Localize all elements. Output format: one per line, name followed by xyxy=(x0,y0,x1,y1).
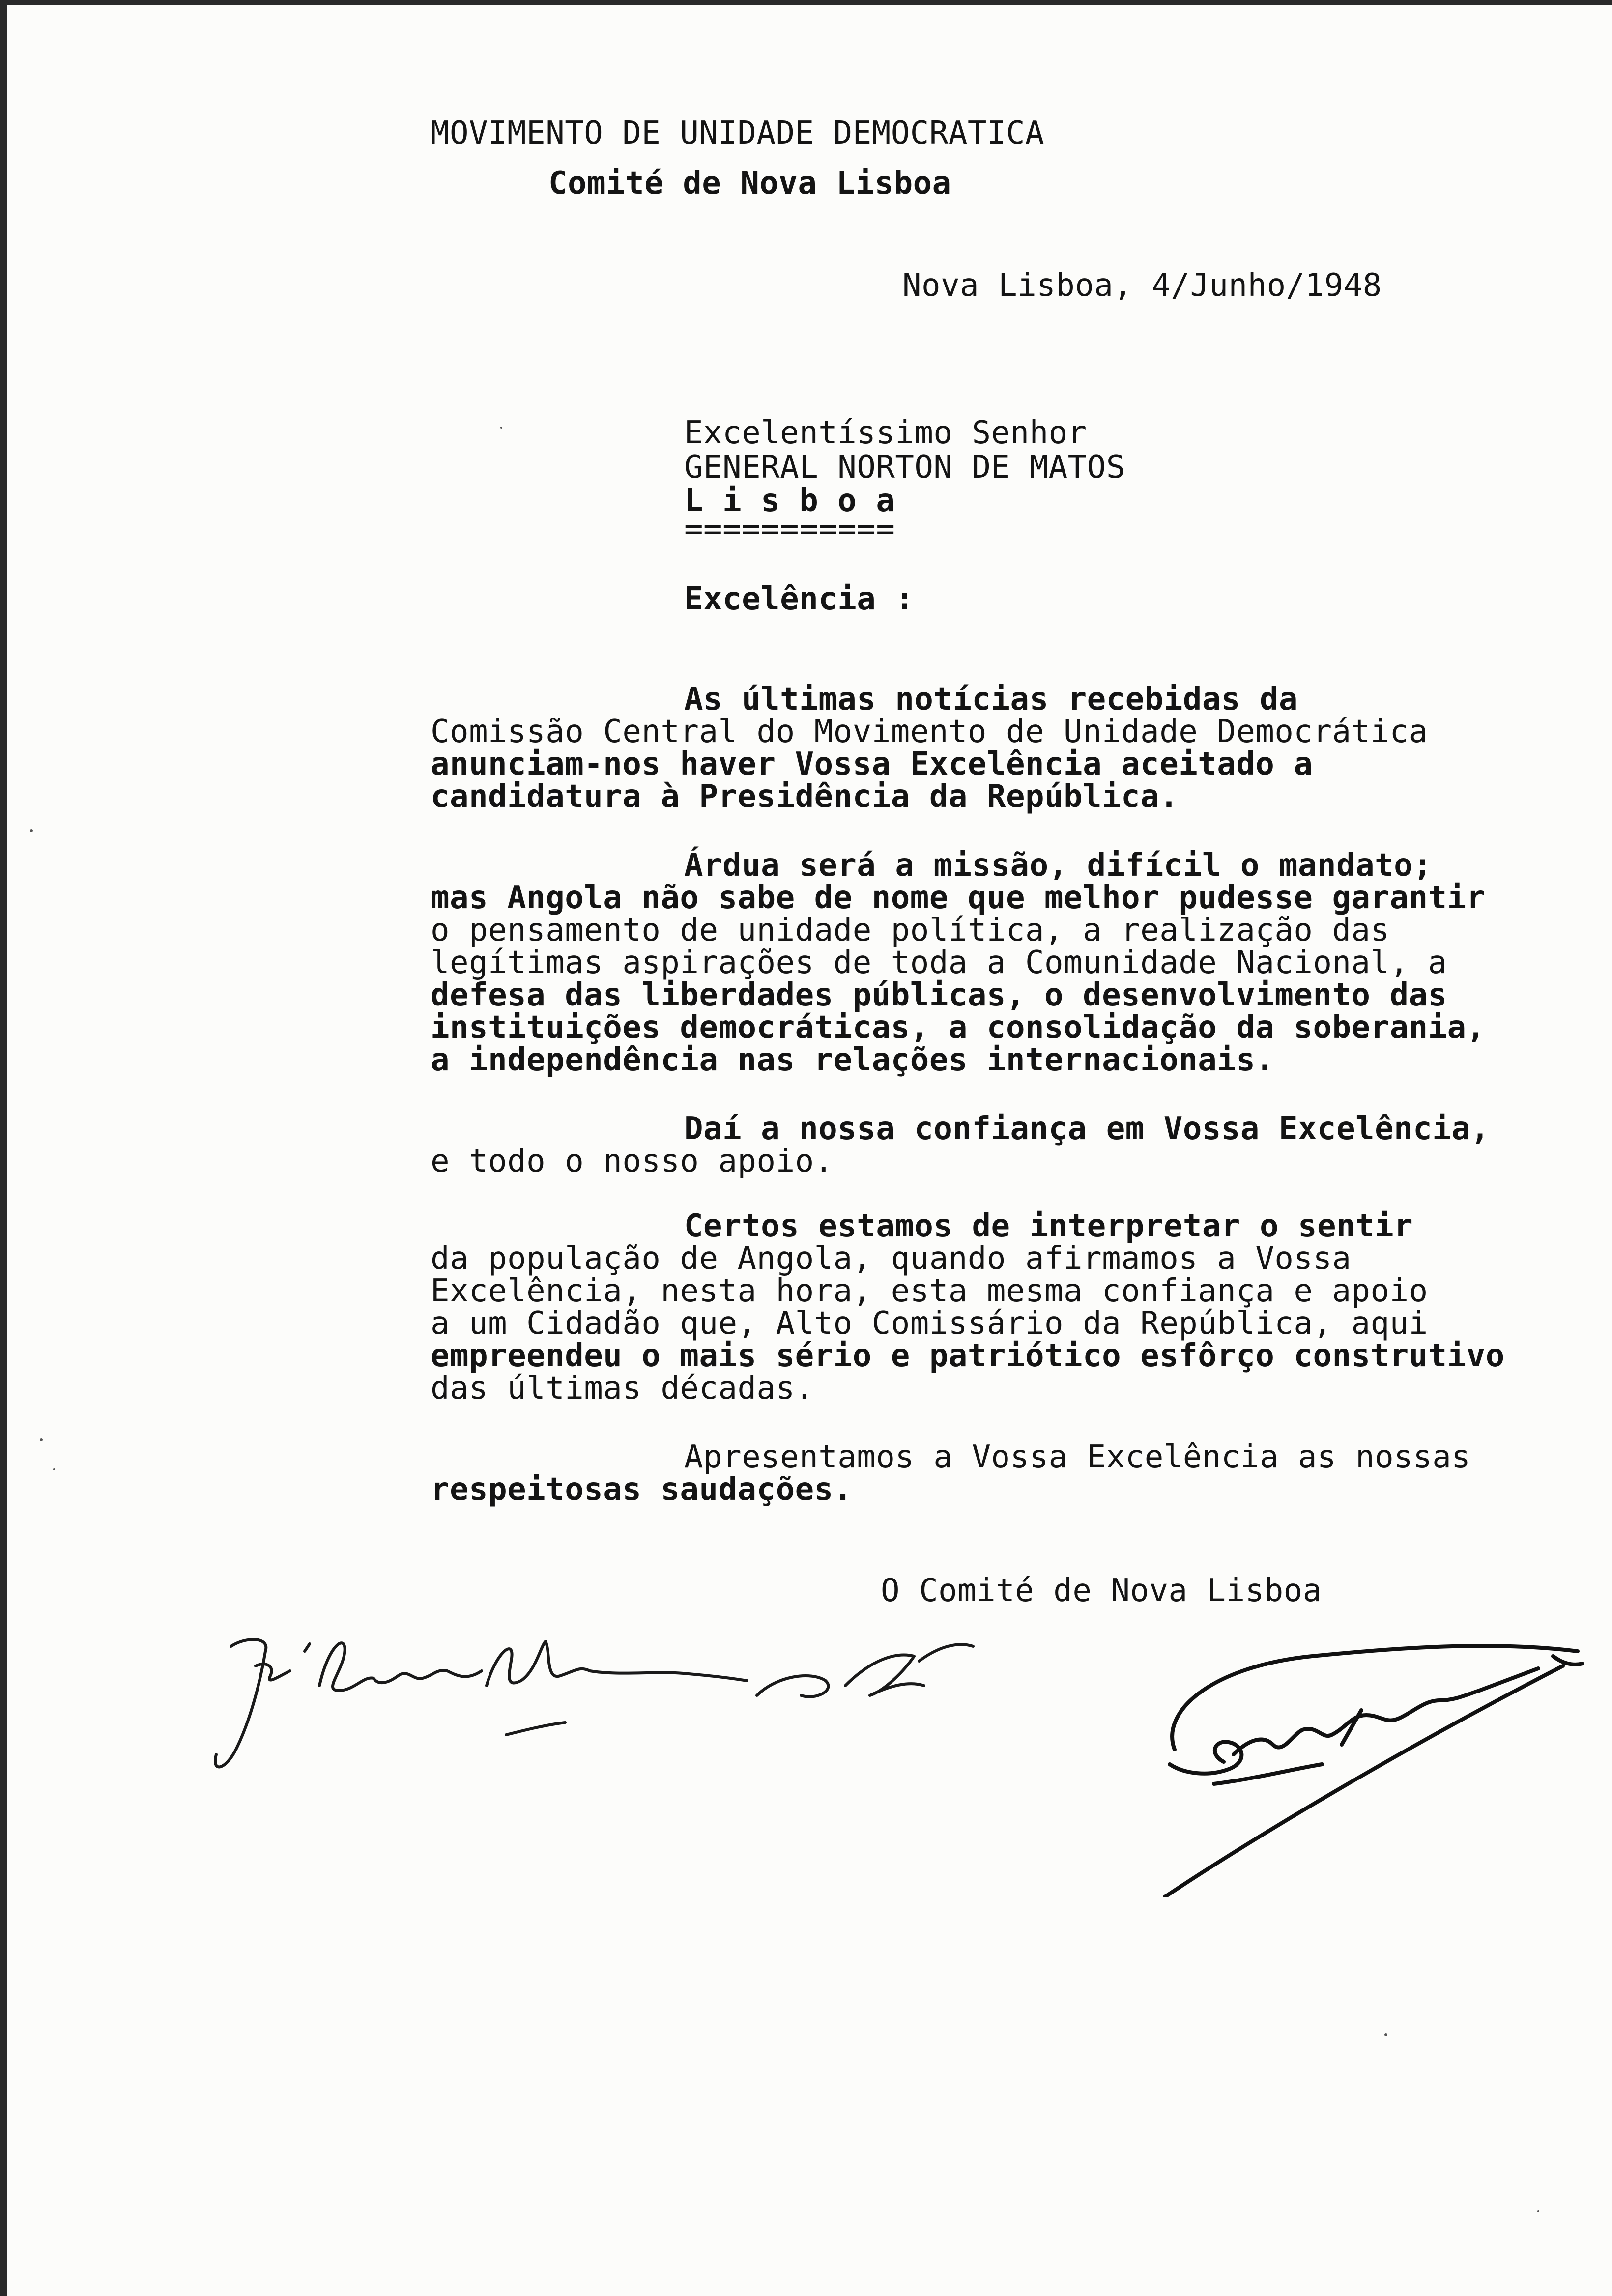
body-line: defesa das liberdades públicas, o desenvolvimento das xyxy=(431,977,1447,1013)
body-line: empreendeu o mais sério e patriótico esfôrço construtivo xyxy=(431,1338,1505,1374)
recipient-underline: =========== xyxy=(684,511,895,547)
body-line: o pensamento de unidade política, a realização das xyxy=(431,912,1390,948)
recipient-name: GENERAL NORTON DE MATOS xyxy=(684,449,1125,486)
body-line: instituições democráticas, a consolidação da soberania, xyxy=(431,1009,1486,1046)
body-line: a um Cidadão que, Alto Comissário da República, aqui xyxy=(431,1305,1428,1342)
letterhead-organization: MOVIMENTO DE UNIDADE DEMOCRATICA xyxy=(431,115,1044,151)
body-line: Certos estamos de interpretar o sentir xyxy=(684,1208,1413,1244)
body-line: legítimas aspirações de toda a Comunidade Nacional, a xyxy=(431,945,1447,981)
body-line: As últimas notícias recebidas da xyxy=(684,681,1298,718)
body-line: mas Angola não sabe de nome que melhor pudesse garantir xyxy=(431,880,1486,916)
recipient-salutation: Excelentíssimo Senhor xyxy=(684,415,1087,451)
body-line: Excelência, nesta hora, esta mesma confiança e apoio xyxy=(431,1273,1428,1309)
body-line: da população de Angola, quando afirmamos a Vossa xyxy=(431,1240,1352,1277)
body-line: das últimas décadas. xyxy=(431,1370,814,1406)
closing-line: O Comité de Nova Lisboa xyxy=(881,1573,1322,1609)
body-line: a independência nas relações internacionais. xyxy=(431,1042,1275,1078)
body-line: candidatura à Presidência da República. xyxy=(431,778,1179,815)
recipient-city: L i s b o a xyxy=(684,483,895,519)
body-line: e todo o nosso apoio. xyxy=(431,1143,834,1179)
greeting: Excelência : xyxy=(684,581,915,617)
body-line: Árdua será a missão, difícil o mandato; xyxy=(684,847,1433,884)
body-line: Apresentamos a Vossa Excelência as nossas xyxy=(684,1439,1471,1475)
body-line: Daí a nossa confiança em Vossa Excelência, xyxy=(684,1111,1490,1147)
body-line: anunciam-nos haver Vossa Excelência aceitado a xyxy=(431,746,1313,782)
body-line: Comissão Central do Movimento de Unidade Democrática xyxy=(431,714,1428,750)
body-line: respeitosas saudações. xyxy=(431,1471,853,1508)
letterhead-committee: Comité de Nova Lisboa xyxy=(548,165,951,201)
dateline: Nova Lisboa, 4/Junho/1948 xyxy=(902,267,1382,304)
